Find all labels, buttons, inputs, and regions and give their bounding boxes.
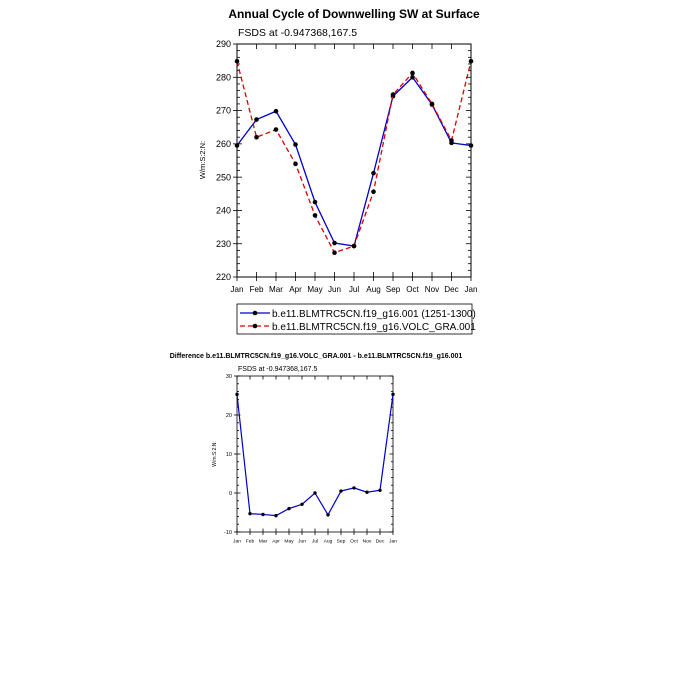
- chart1-plot-frame: [237, 44, 471, 277]
- series-1-point: [391, 393, 394, 396]
- chart2-title: Difference b.e11.BLMTRC5CN.f19_g16.VOLC_GRA.001 - b.e11.BLMTRC5CN.f19_g16.001: [169, 353, 463, 360]
- series-2-point: [410, 71, 415, 76]
- series-2-point: [371, 189, 376, 194]
- series-line-1: [237, 394, 393, 515]
- series-2-point: [313, 213, 318, 218]
- legend-label-series-2: b.e11.BLMTRC5CN.f19_g16.VOLC_GRA.001: [272, 322, 476, 333]
- series-1-point: [378, 489, 381, 492]
- y-tick-label: 290: [215, 39, 231, 50]
- series-1-point: [313, 491, 316, 494]
- series-1-point: [371, 171, 376, 176]
- series-2-point: [352, 244, 357, 249]
- y-tick-label: 0: [228, 490, 232, 497]
- series-1-point: [235, 143, 240, 148]
- chart1-subtitle: FSDS at -0.947368,167.5: [238, 27, 358, 39]
- x-tick-label: Nov: [424, 285, 440, 294]
- series-2-point: [274, 127, 279, 132]
- series-2-point: [469, 59, 474, 64]
- series-1-point: [313, 200, 318, 205]
- x-tick-label: May: [307, 285, 323, 294]
- series-1-point: [410, 75, 415, 80]
- series-1-point: [293, 142, 298, 147]
- x-tick-label: Jun: [327, 285, 342, 294]
- x-tick-label: Aug: [366, 285, 381, 294]
- x-tick-label: Aug: [323, 539, 333, 545]
- series-1-point: [332, 241, 337, 246]
- x-tick-label: Nov: [362, 539, 372, 545]
- x-tick-label: Sep: [336, 539, 346, 545]
- y-tick-label: 280: [215, 72, 231, 83]
- series-1-point: [261, 513, 264, 516]
- series-1-point: [274, 109, 279, 114]
- series-1-point: [339, 489, 342, 492]
- x-tick-label: Mar: [258, 539, 268, 545]
- x-tick-label: May: [284, 539, 294, 545]
- y-tick-label: 240: [215, 205, 231, 216]
- x-tick-label: Jan: [389, 539, 397, 545]
- x-tick-label: Oct: [406, 285, 419, 294]
- x-tick-label: Dec: [444, 285, 459, 294]
- chart1-ylabel: W/m:S:2:N:: [198, 140, 207, 180]
- x-tick-label: Oct: [350, 539, 358, 545]
- series-1-point: [365, 491, 368, 494]
- series-line-2: [237, 61, 471, 252]
- x-tick-label: Sep: [385, 285, 401, 294]
- chart2-subtitle: FSDS at -0.947368,167.5: [238, 366, 318, 373]
- x-tick-label: Jun: [298, 539, 306, 545]
- series-1-point: [274, 514, 277, 517]
- y-tick-label: 220: [215, 272, 231, 283]
- chart1-title: Annual Cycle of Downwelling SW at Surface: [228, 7, 480, 21]
- legend-marker-series-2: [253, 324, 258, 329]
- series-2-point: [332, 250, 337, 255]
- y-tick-label: 250: [215, 172, 231, 183]
- series-1-point: [287, 507, 290, 510]
- x-tick-label: Jul: [348, 285, 360, 294]
- x-tick-label: Apr: [272, 539, 280, 545]
- series-2-point: [235, 59, 240, 64]
- legend-label-series-1: b.e11.BLMTRC5CN.f19_g16.001 (1251-1300): [272, 309, 476, 320]
- x-tick-label: Jul: [311, 539, 319, 545]
- y-tick-label: -10: [224, 529, 232, 536]
- y-tick-label: 10: [225, 451, 232, 458]
- chart2-plot-frame: [237, 376, 393, 532]
- x-tick-label: Apr: [289, 285, 302, 294]
- series-2-point: [391, 92, 396, 97]
- x-tick-label: Feb: [249, 285, 264, 294]
- y-tick-label: 260: [215, 139, 231, 150]
- y-tick-label: 230: [215, 238, 231, 249]
- series-1-point: [248, 512, 251, 515]
- series-line-1: [237, 77, 471, 246]
- legend-marker-series-1: [253, 311, 258, 316]
- difference-chart: [170, 353, 463, 545]
- series-1-point: [235, 393, 238, 396]
- series-2-point: [254, 135, 259, 140]
- series-1-point: [326, 513, 329, 516]
- x-tick-label: Jan: [233, 539, 241, 545]
- y-tick-label: 20: [225, 412, 232, 419]
- y-tick-label: 270: [215, 105, 231, 116]
- series-2-point: [430, 102, 435, 107]
- x-tick-label: Dec: [375, 539, 385, 545]
- x-tick-label: Feb: [245, 539, 255, 545]
- series-1-point: [300, 503, 303, 506]
- x-tick-label: Mar: [269, 285, 283, 294]
- series-1-point: [352, 486, 355, 489]
- x-tick-label: Jan: [464, 285, 478, 294]
- series-2-point: [449, 138, 454, 143]
- series-1-point: [254, 117, 259, 122]
- annual-cycle-chart: [198, 7, 480, 334]
- chart1-legend: [237, 304, 476, 334]
- series-1-point: [469, 143, 474, 148]
- y-tick-label: 30: [225, 373, 232, 380]
- series-2-point: [293, 162, 298, 167]
- x-tick-label: Jan: [230, 285, 244, 294]
- chart2-ylabel: W/m:S:2:N:: [212, 441, 218, 467]
